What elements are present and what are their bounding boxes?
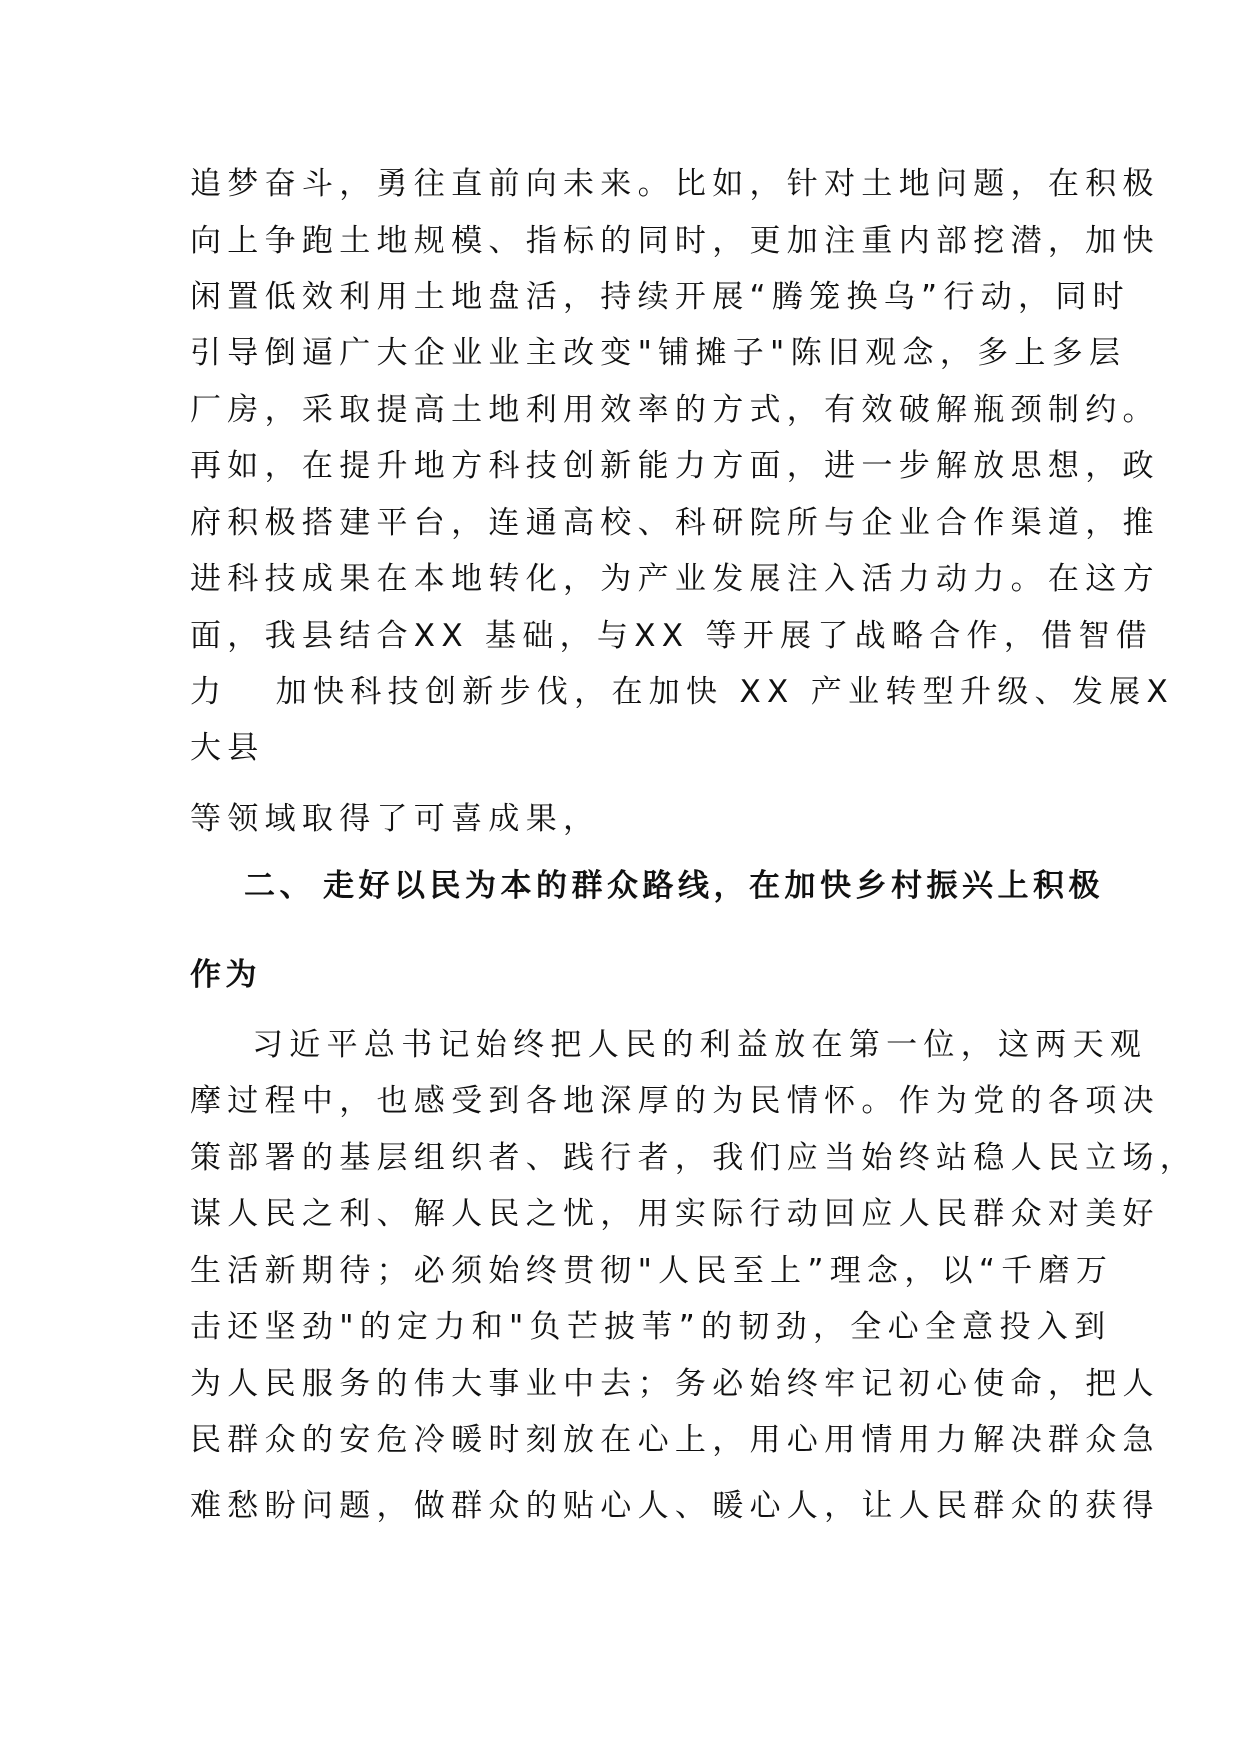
paragraph-line: 为人民服务的伟大事业中去；务必始终牢记初心使命，把人 [190, 1366, 1160, 1402]
paragraph-line: 难愁盼问题，做群众的贴心人、暖心人，让人民群众的获得 [190, 1488, 1160, 1524]
paragraph-line: 生活新期待；必须始终贯彻"人民至上”理念，以“千磨万 [190, 1253, 1114, 1289]
paragraph-line: 追梦奋斗，勇往直前向未来。比如，针对土地问题，在积极 [190, 166, 1160, 202]
section-title-line1: 走好以民为本的群众路线，在加快乡村振兴上积极 [323, 868, 1104, 904]
paragraph-line: 闲置低效利用土地盘活，持续开展“腾笼换乌”行动，同时 [190, 279, 1130, 315]
section-number: 二、 [244, 868, 315, 904]
paragraph-line: 进科技成果在本地转化，为产业发展注入活力动力。在这方 [190, 561, 1160, 597]
paragraph-line: 策部署的基层组织者、践行者，我们应当始终站稳人民立场， [190, 1140, 1198, 1176]
paragraph-line: 习近平总书记始终把人民的利益放在第一位，这两天观 [252, 1027, 1148, 1063]
paragraph-line: 民群众的安危冷暖时刻放在心上，用心用情用力解决群众急 [190, 1422, 1160, 1458]
paragraph-line: 面，我县结合XX 基础，与XX 等开展了战略合作，借智借 [190, 618, 1154, 654]
paragraph-line: 等领域取得了可喜成果， [190, 801, 601, 837]
paragraph-line: 大县 [190, 730, 265, 766]
paragraph-line: 击还坚劲"的定力和"负芒披苇”的韧劲，全心全意投入到 [190, 1309, 1112, 1345]
paragraph-line: 向上争跑土地规模、指标的同时，更加注重内部挖潜，加快 [190, 223, 1160, 259]
paragraph-line: 引导倒逼广大企业业主改变"铺摊子"陈旧观念，多上多层 [190, 335, 1127, 371]
paragraph-line: 摩过程中，也感受到各地深厚的为民情怀。作为党的各项决 [190, 1083, 1160, 1119]
paragraph-line: 再如，在提升地方科技创新能力方面，进一步解放思想，政 [190, 448, 1160, 484]
paragraph-line: 力 加快科技创新步伐，在加快 XX 产业转型升级、发展X [190, 674, 1174, 710]
paragraph-line: 谋人民之利、解人民之忧，用实际行动回应人民群众对美好 [190, 1196, 1160, 1232]
paragraph-line: 厂房，采取提高土地利用效率的方式，有效破解瓶颈制约。 [190, 392, 1160, 428]
paragraph-line: 府积极搭建平台，连通高校、科研院所与企业合作渠道，推 [190, 505, 1160, 541]
section-title-line2: 作为 [190, 957, 261, 993]
